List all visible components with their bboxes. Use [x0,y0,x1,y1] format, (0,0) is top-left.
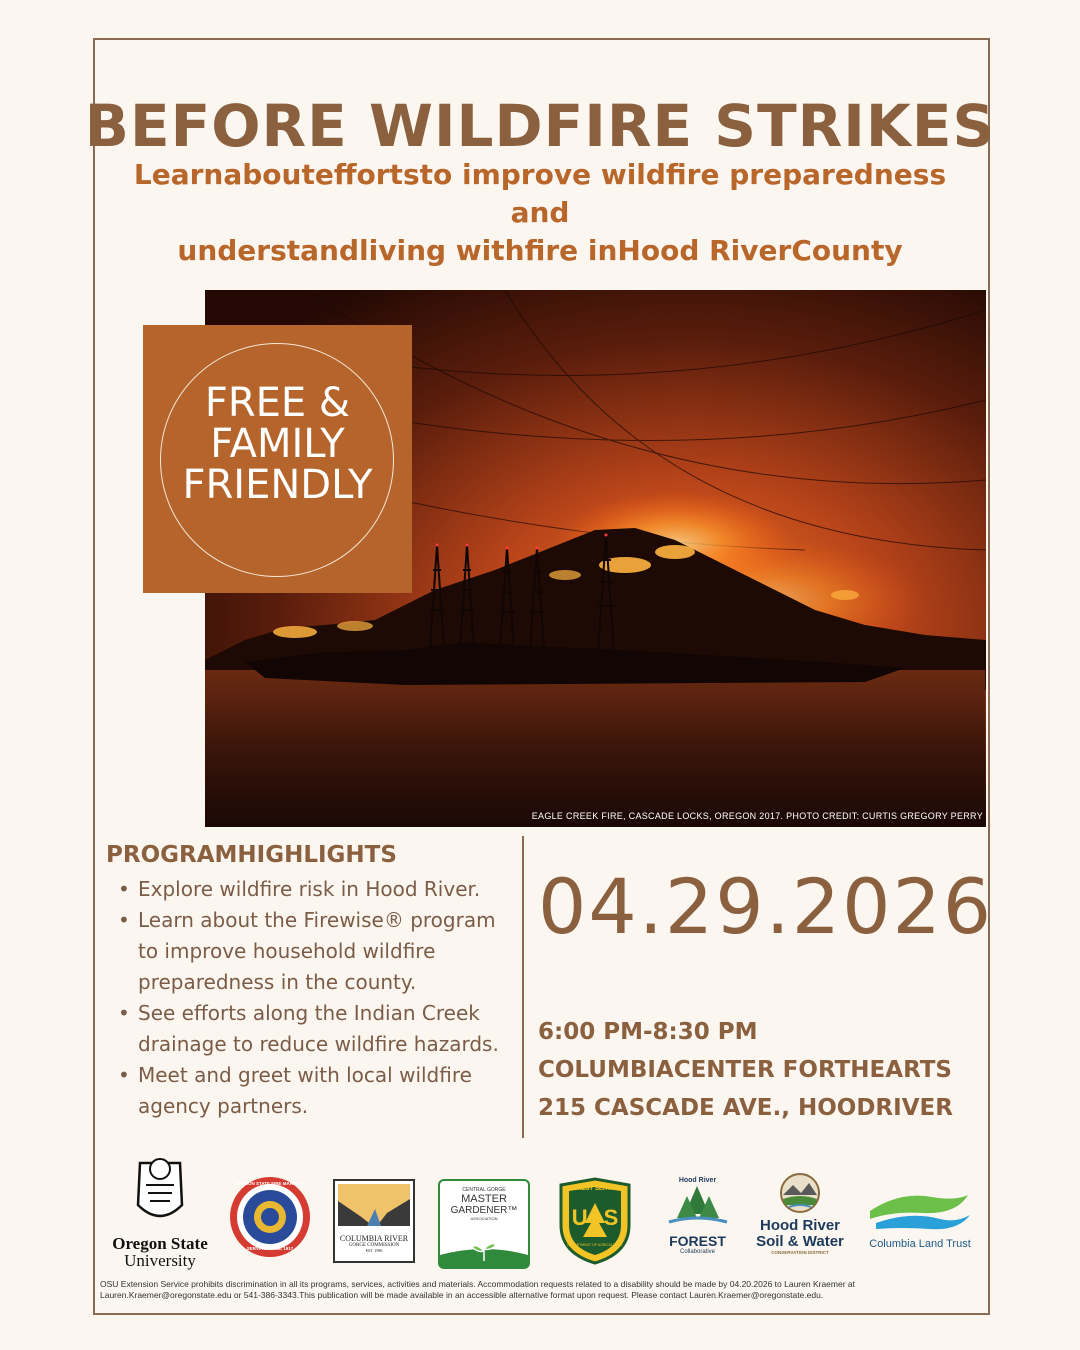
page-subtitle [100,156,980,270]
highlights-list [118,874,510,1122]
badge-line-2: FAMILY [210,421,345,467]
fire-marshal-top-text: OREGON STATE FIRE MARSHAL [234,1181,306,1186]
hrf-main-text: FOREST [669,1233,726,1249]
master-gardener-logo [438,1179,530,1269]
highlight-item: • Explore wildfire risk in Hood River. [118,874,510,905]
gorge-commission-logo [333,1179,415,1263]
gorge-line-1: COLUMBIA RIVER [339,1234,409,1243]
soil-water-logo [745,1173,855,1267]
badge-line-1: FREE & [204,380,351,426]
swcd-line-1: Hood River [759,1217,840,1234]
subtitle-line-1: Learnabouteffortsto improve wildfire preparedness and [133,158,947,229]
fs-top-text: FOREST SERVICE [568,1186,622,1192]
vertical-divider [522,836,524,1138]
page-title: BEFORE WILDFIRE STRIKES [84,92,996,160]
gorge-line-2: GORGE COMMISSION [348,1243,400,1248]
river-gorge-icon [335,1181,413,1229]
swcd-line-3: CONSERVATION DISTRICT [771,1250,829,1255]
mg-line-4: ASSOCIATION [470,1216,498,1221]
soil-water-circle-icon [745,1173,855,1213]
hrf-top-2: River [698,1177,717,1184]
mg-line-3: GARDENER™ [450,1205,518,1216]
swcd-line-2: Soil & Water [756,1233,844,1250]
event-venue: COLUMBIACENTER FORTHEARTS [538,1057,952,1083]
osu-line-2: University [124,1251,196,1270]
mg-line-2: MASTER [461,1193,507,1205]
osu-line-1: Oregon State [112,1234,208,1253]
highlights-title: PROGRAMHIGHLIGHTS [106,842,397,868]
hrf-top-1: Hood [678,1177,697,1184]
highlight-item: • See efforts along the Indian Creek drainage to reduce wildfire hazards. [118,998,510,1060]
seedling-icon [440,1237,528,1267]
disclaimer [100,1279,980,1301]
badge-text [143,380,412,508]
forest-tree-icon [665,1184,730,1228]
hood-river-forest-logo [665,1177,730,1265]
fs-bottom-text: DEPARTMENT OF AGRICULTURE [567,1243,623,1247]
free-family-badge [143,325,412,593]
event-date: 04.29.2026 [538,862,994,951]
osu-logo [100,1155,220,1273]
land-trust-wave-icon [860,1189,980,1233]
fs-center-text: US [571,1205,635,1230]
event-info [538,1013,953,1127]
highlight-item: • Meet and greet with local wildfire agency partners. [118,1060,510,1122]
badge-line-3: FRIENDLY [182,462,373,508]
disclaimer-line-1: OSU Extension Service prohibits discrimination in all its programs, services, activities and materials. Accommodation requests related to a disability should be made by 04.20.2026 to Lauren Kraemer at [100,1279,855,1289]
gorge-line-3: EST. 1986 [365,1248,383,1253]
fire-marshal-bottom-text: SERVING SINCE 1917 [246,1246,294,1251]
forest-service-logo [555,1177,635,1265]
subtitle-line-2: understandliving withfire inHood RiverCounty [177,234,903,267]
highlight-item: • Learn about the Firewise® program to improve household wildfire preparedness in the county. [118,905,510,998]
photo-credit: EAGLE CREEK FIRE, CASCADE LOCKS, OREGON 2017. PHOTO CREDIT: CURTIS GREGORY PERRY [531,811,983,821]
mg-line-1: CENTRAL GORGE [462,1187,506,1193]
disclaimer-line-2: Lauren.Kraemer@oregonstate.edu or 541-386-3343.This publication will be made available in an accessible alternative format upon request. Please contact Lauren.Kraemer@oregonstate.edu. [100,1290,824,1300]
event-address: 215 CASCADE AVE., HOODRIVER [538,1095,953,1121]
partner-logos [100,1155,980,1275]
hrf-sub-text: Collaborative [679,1249,716,1255]
event-time: 6:00 PM-8:30 PM [538,1019,758,1045]
osu-beaver-seal-icon [100,1155,220,1230]
clt-text: Columbia Land Trust [869,1238,971,1250]
fire-marshal-logo [228,1175,312,1259]
columbia-land-trust-logo [860,1189,980,1259]
